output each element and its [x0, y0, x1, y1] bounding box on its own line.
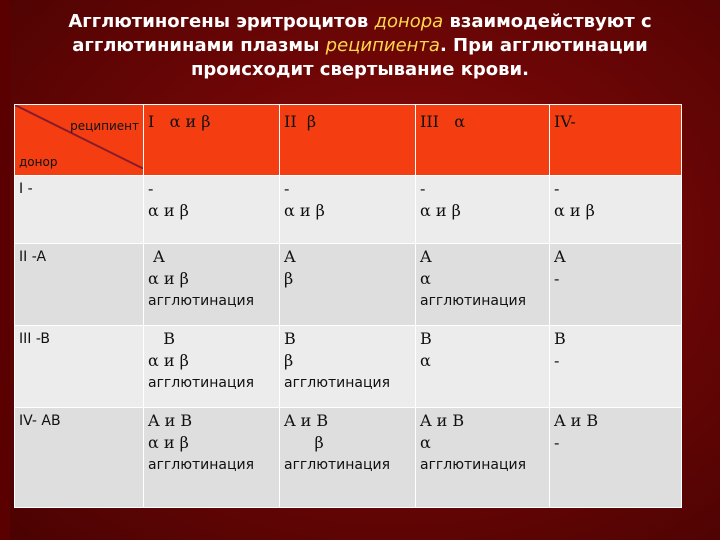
donor-group-label: I -: [19, 181, 33, 197]
title-text: взаимодействуют с: [443, 11, 652, 32]
header-label: IV-: [554, 112, 576, 131]
header-label: I α и β: [148, 112, 211, 131]
table-header-row: [15, 105, 682, 176]
corner-label-donor: донор: [19, 155, 58, 169]
compatibility-cell: [280, 244, 416, 326]
donor-group-cell: [15, 326, 144, 408]
agglutination-label: агглютинация: [420, 457, 527, 473]
cell-line: B: [148, 329, 176, 348]
cell-line: -: [554, 179, 560, 198]
cell-line: A и B: [284, 411, 329, 430]
title-text: Агглютиногены эритроцитов: [68, 11, 375, 32]
compatibility-cell: [144, 176, 280, 244]
cell-line: A: [554, 247, 566, 266]
donor-group-label: III -B: [19, 331, 50, 347]
cell-line: A и B: [420, 411, 465, 430]
cell-line: A и B: [148, 411, 193, 430]
cell-line: α и β: [420, 201, 461, 220]
header-cell: [550, 105, 682, 176]
cell-line: A и B: [554, 411, 599, 430]
compatibility-cell: [416, 408, 550, 508]
cell-line: β: [284, 269, 294, 288]
cell-line: α и β: [148, 433, 189, 452]
compatibility-cell: [280, 326, 416, 408]
cell-line: -: [554, 269, 560, 288]
cell-line: B: [554, 329, 566, 348]
cell-line: -: [284, 179, 290, 198]
cell-line: α и β: [284, 201, 325, 220]
agglutination-label: агглютинация: [420, 293, 527, 309]
cell-line: B: [420, 329, 432, 348]
title-text: . При агглютинации: [439, 35, 648, 56]
cell-line: α: [420, 433, 431, 452]
cell-line: β: [284, 351, 294, 370]
corner-label-recipient: реципиент: [70, 119, 139, 133]
compatibility-cell: [144, 408, 280, 508]
table-row: [15, 326, 682, 408]
donor-group-cell: [15, 408, 144, 508]
title-line-3: происходит свертывание крови.: [190, 59, 530, 80]
cell-line: α и β: [148, 351, 189, 370]
compatibility-cell: [416, 176, 550, 244]
header-cell: [280, 105, 416, 176]
cell-line: -: [554, 433, 560, 452]
title-line-2: [40, 34, 680, 58]
compatibility-cell: [416, 244, 550, 326]
title-text: агглютининами плазмы: [72, 35, 326, 56]
cell-line: -: [554, 351, 560, 370]
agglutination-label: агглютинация: [284, 375, 391, 391]
cell-line: A: [420, 247, 432, 266]
cell-line: α: [420, 351, 431, 370]
cell-line: α и β: [148, 201, 189, 220]
header-label: III α: [420, 112, 466, 131]
agglutination-label: агглютинация: [284, 457, 391, 473]
agglutination-label: агглютинация: [148, 457, 255, 473]
cell-line: α: [420, 269, 431, 288]
compatibility-cell: [550, 244, 682, 326]
cell-line: β: [284, 433, 324, 452]
header-label: II β: [284, 112, 317, 131]
header-cell: [416, 105, 550, 176]
title-highlight-recipient: реципиента: [325, 35, 440, 56]
cell-line: A: [148, 247, 165, 266]
cell-line: α и β: [148, 269, 189, 288]
table-row: [15, 176, 682, 244]
table-row: [15, 244, 682, 326]
compatibility-cell: [280, 408, 416, 508]
title-line-1: [40, 10, 680, 34]
title-highlight-donor: донора: [374, 11, 444, 32]
table-row: [15, 408, 682, 508]
agglutination-label: агглютинация: [148, 375, 255, 391]
cell-line: A: [284, 247, 296, 266]
compatibility-cell: [280, 176, 416, 244]
compatibility-cell: [550, 408, 682, 508]
compatibility-cell: [144, 244, 280, 326]
donor-group-cell: [15, 176, 144, 244]
cell-line: α и β: [554, 201, 595, 220]
donor-group-cell: [15, 244, 144, 326]
cell-line: -: [420, 179, 426, 198]
donor-group-label: IV- AB: [19, 413, 61, 429]
blood-compatibility-table: [14, 104, 682, 508]
cell-line: B: [284, 329, 296, 348]
compatibility-cell: [416, 326, 550, 408]
slide-title: [40, 10, 680, 82]
compatibility-cell: [144, 326, 280, 408]
donor-group-label: II -A: [19, 249, 47, 265]
compatibility-cell: [550, 326, 682, 408]
table-corner-cell: [15, 105, 144, 176]
header-cell: [144, 105, 280, 176]
compatibility-cell: [550, 176, 682, 244]
agglutination-label: агглютинация: [148, 293, 255, 309]
cell-line: -: [148, 179, 154, 198]
left-edge-bar: [0, 0, 10, 540]
